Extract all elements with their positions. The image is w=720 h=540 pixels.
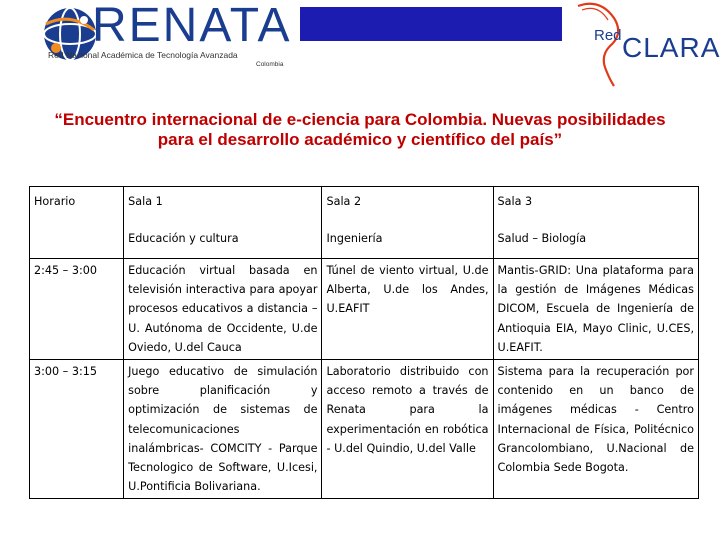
table-header-row <box>30 187 699 220</box>
session-cell-sala-3: Sistema para la recuperación por contenido en un banco de imágenes médicas - Centro Internacional de Física, Politécnico Grancolombiano, U.Nacional de Colombia Sede Bogota. <box>493 360 698 499</box>
header-sala-3: Sala 3 <box>493 187 698 220</box>
renata-country: Colombia <box>256 61 284 68</box>
session-cell-sala-2: Túnel de viento virtual, U.de Alberta, U.de los Andes, U.EAFIT <box>322 259 493 360</box>
session-cell-sala-2: Laboratorio distribuido con acceso remoto a través de Renata para la experimentación en robótica - U.del Quindio, U.del Valle <box>322 360 493 499</box>
title-line-1: “Encuentro internacional de e-ciencia para Colombia. Nuevas posibilidades <box>54 110 666 129</box>
theme-sala-2: Ingeniería <box>322 219 493 259</box>
renata-logo <box>40 0 300 74</box>
theme-sala-3: Salud – Biología <box>493 219 698 259</box>
session-cell-sala-1: Educación virtual basada en televisión interactiva para apoyar procesos educativos a distancia – U. Autónoma de Occidente, U.de Oviedo, U.del Cauca <box>124 259 322 360</box>
header-sala-2: Sala 2 <box>322 187 493 220</box>
renata-wordmark: RENATA <box>92 0 292 52</box>
redclara-logo <box>570 0 720 88</box>
renata-tagline: Red Nacional Académica de Tecnología Avanzada <box>48 50 238 60</box>
table-theme-row <box>30 219 699 259</box>
time-cell: 2:45 – 3:00 <box>30 259 124 360</box>
table-row <box>30 360 699 499</box>
clara-red-label: Red <box>594 27 622 44</box>
schedule-table <box>29 186 699 499</box>
table-row <box>30 259 699 360</box>
header-blue-bar <box>300 7 562 41</box>
theme-sala-1: Educación y cultura <box>124 219 322 259</box>
page-header <box>0 0 720 100</box>
theme-empty <box>30 219 124 259</box>
title-line-2: para el desarrollo académico y científico del país” <box>157 130 563 149</box>
clara-wordmark: CLARA <box>622 32 720 63</box>
session-cell-sala-3: Mantis-GRID: Una plataforma para la gestión de Imágenes Médicas DICOM, Escuela de Ingeniería de Antioquia EIA, Mayo Clinic, U.CES, U.EAFIT. <box>493 259 698 360</box>
time-cell: 3:00 – 3:15 <box>30 360 124 499</box>
page-title <box>20 110 700 150</box>
header-horario: Horario <box>30 187 124 220</box>
header-sala-1: Sala 1 <box>124 187 322 220</box>
session-cell-sala-1: Juego educativo de simulación sobre planificación y optimización de sistemas de telecomunicaciones inalámbricas- COMCITY - Parque Tecnologico de Software, U.Icesi, U.Pontificia Bolivariana. <box>124 360 322 499</box>
